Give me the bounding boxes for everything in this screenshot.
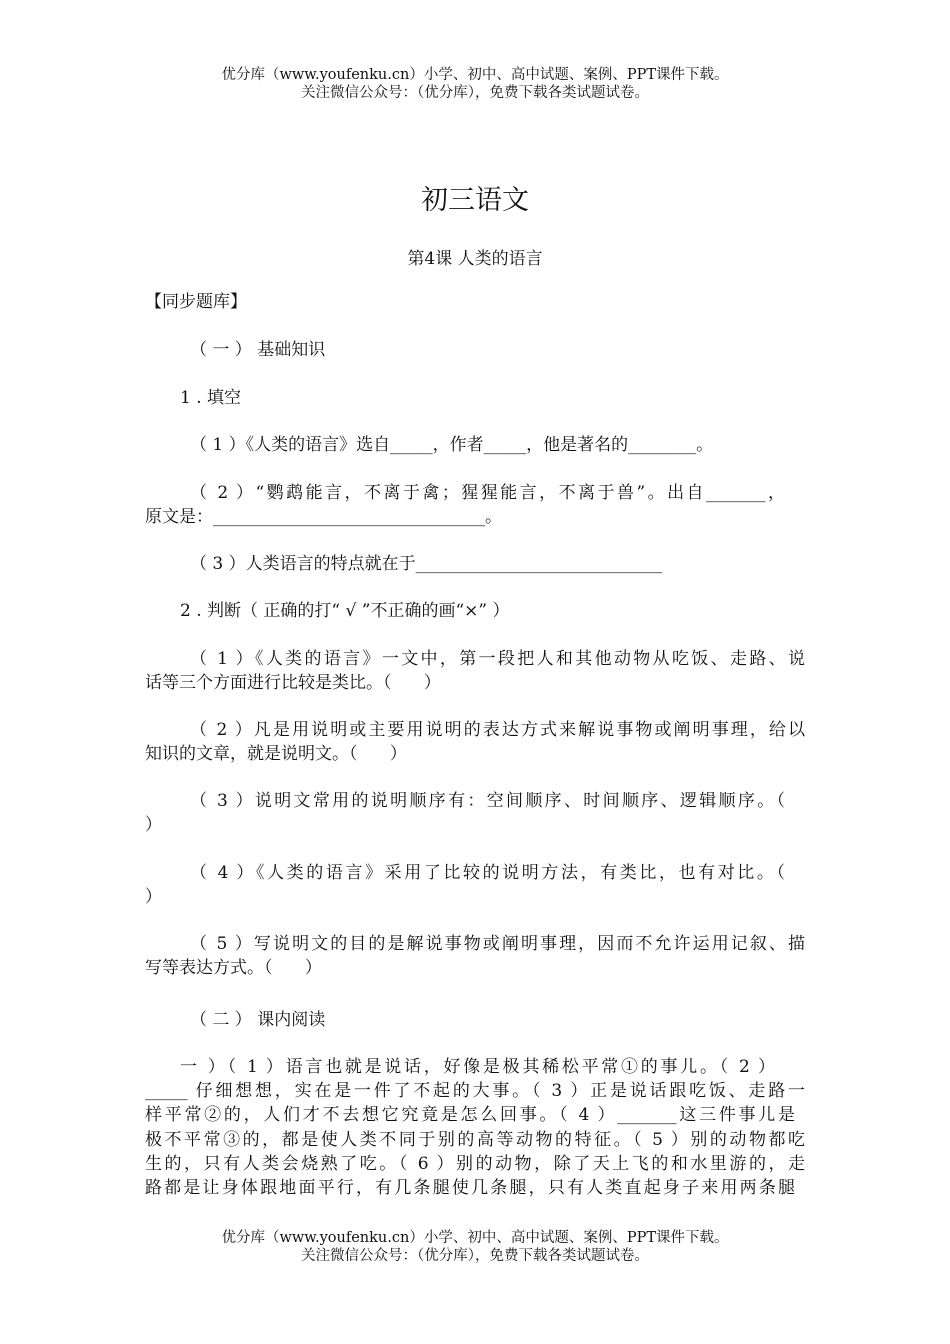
question-2-1-line-1: （ 1 ）《人类的语言》一文中，第一段把人和其他动物从吃饭、走路、说 (190, 649, 805, 669)
page-title: 初三语文 (421, 185, 529, 216)
question-2-5-line-1: （ 5 ）写说明文的目的是解说事物或阐明事理，因而不允许运用记叙、描 (190, 934, 805, 954)
question-1-heading: 1 . 填空 (180, 388, 242, 408)
question-2-heading: 2 . 判断（ 正确的打“ √ ”不正确的画“×” ） (180, 601, 510, 621)
section-label: 【同步题库】 (145, 292, 247, 312)
question-2-2-line-2: 知识的文章，就是说明文。（ ） (145, 744, 407, 764)
question-2-3-line-1: （ 3 ）说明文常用的说明顺序有：空间顺序、时间顺序、逻辑顺序。（ (190, 791, 785, 811)
question-2-1-line-2: 话等三个方面进行比较是类比。（ ） (145, 673, 441, 693)
page-subtitle: 第4课 人类的语言 (407, 249, 543, 269)
part1-heading: （ 一 ） 基础知识 (190, 340, 326, 360)
footer-line-2: 关注微信公众号：（优分库），免费下载各类试题试卷。 (301, 1248, 649, 1264)
reading-paragraph-line-1: 一 ）（ 1 ）语言也就是说话，好像是极其稀松平常①的事儿。（ 2 ） (180, 1057, 775, 1077)
question-1-3: （ 3 ）人类语言的特点就在于_____________________________ (190, 554, 663, 574)
question-1-1: （ 1 ）《人类的语言》选自_____，作者_____，他是著名的________。 (190, 435, 714, 455)
reading-paragraph-line-3: 样平常②的，人们才不去想它究竟是怎么回事。（ 4 ）_______这三件事儿是 (145, 1105, 795, 1125)
question-2-4-line-1: （ 4 ）《人类的语言》采用了比较的说明方法，有类比，也有对比。（ (190, 863, 785, 883)
header-line-1: 优分库（www.youfenku.cn）小学、初中、高中试题、案例、PPT课件下载。 (221, 67, 729, 83)
question-2-5-line-2: 写等表达方式。（ ） (145, 958, 322, 978)
question-2-2-line-1: （ 2 ）凡是用说明或主要用说明的表达方式来解说事物或阐明事理，给以 (190, 720, 805, 740)
question-2-4-line-2: ） (145, 887, 162, 907)
reading-paragraph-line-4: 极不平常③的，都是使人类不同于别的高等动物的特征。（ 5 ）别的动物都吃 (145, 1130, 805, 1150)
question-1-2-line-2: 原文是：________________________________。 (145, 507, 502, 527)
header-line-2: 关注微信公众号：（优分库），免费下载各类试题试卷。 (301, 85, 649, 101)
part2-heading: （ 二 ） 课内阅读 (190, 1010, 326, 1030)
question-1-2-line-1: （ 2 ）“鹦鹉能言，不离于禽；猩猩能言，不离于兽”。出自_______， (190, 483, 785, 503)
reading-paragraph-line-5: 生的，只有人类会烧熟了吃。（ 6 ）别的动物，除了天上飞的和水里游的，走 (145, 1154, 805, 1174)
footer-line-1: 优分库（www.youfenku.cn）小学、初中、高中试题、案例、PPT课件下载。 (221, 1230, 729, 1246)
reading-paragraph-line-2: _____ 仔细想想，实在是一件了不起的大事。（ 3 ）正是说话跟吃饭、走路一 (145, 1081, 805, 1101)
reading-paragraph-line-6: 路都是让身体跟地面平行，有几条腿使几条腿，只有人类直起身子来用两条腿 (145, 1178, 795, 1198)
question-2-3-line-2: ） (145, 815, 162, 835)
